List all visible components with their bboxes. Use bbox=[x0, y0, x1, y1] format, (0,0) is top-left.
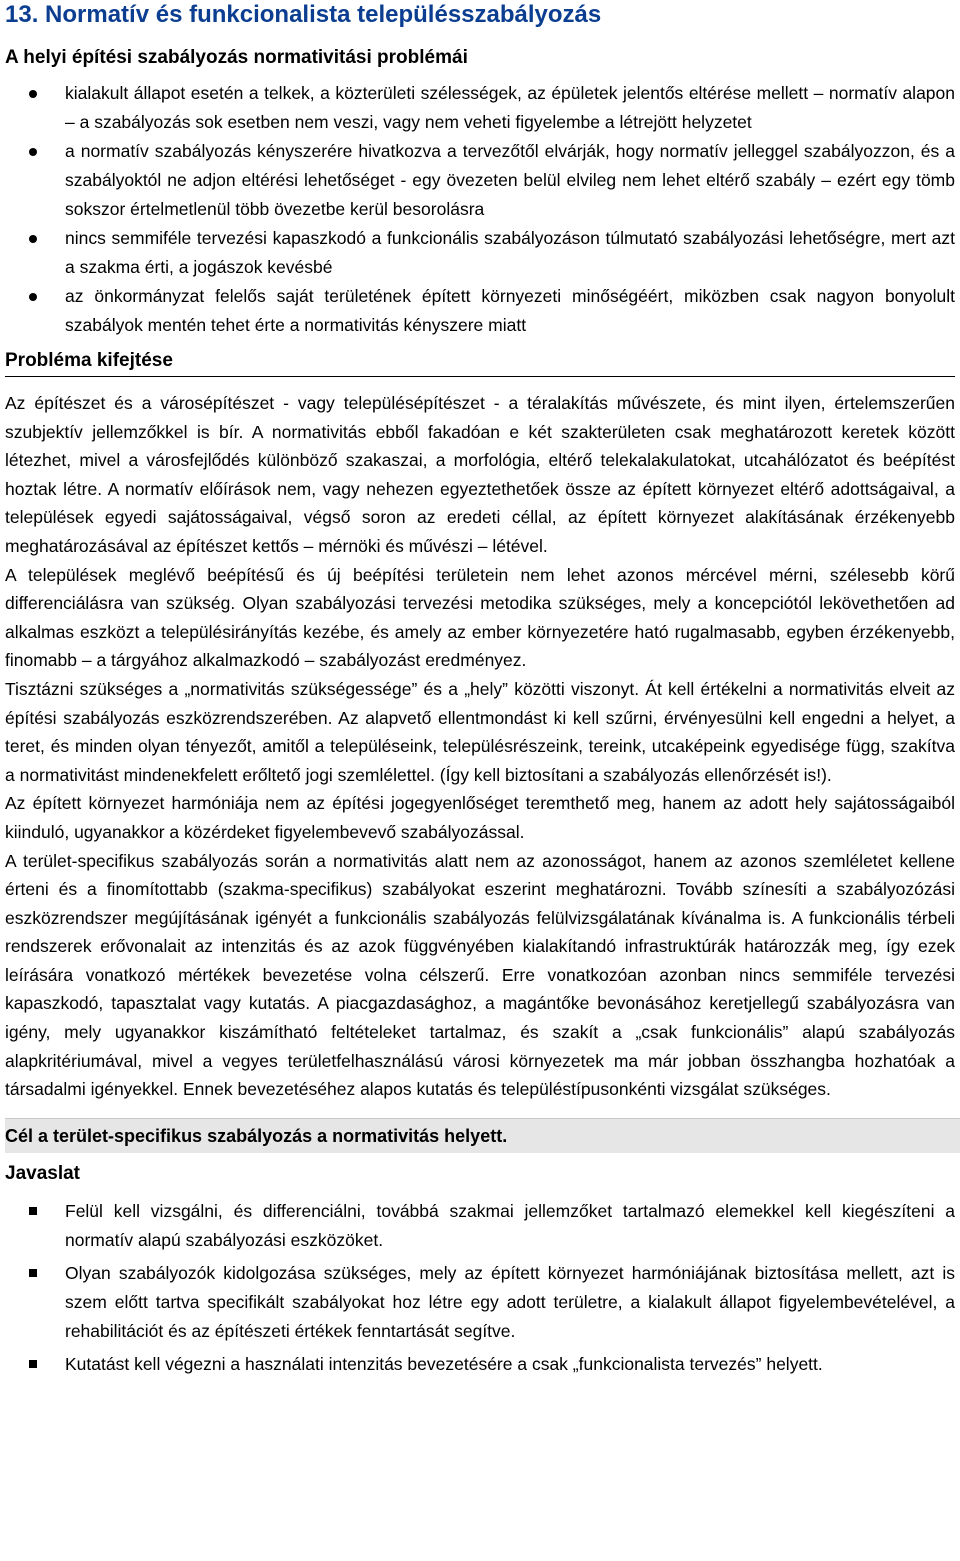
goal-statement: Cél a terület-specifikus szabályozás a normativitás helyett. bbox=[5, 1118, 960, 1153]
bullet-icon bbox=[29, 235, 37, 243]
list-item: Kutatást kell végezni a használati intenzitás bevezetésére a csak „funkcionalista tervezés” helyett. bbox=[5, 1350, 955, 1379]
list-item: az önkormányzat felelős saját területének épített környezeti minőségéért, miközben csak nagyon bonyolult szabályok mentén tehet érte a normativitás kényszere miatt bbox=[5, 282, 955, 340]
list-item: nincs semmiféle tervezési kapaszkodó a funkcionális szabályozáson túlmutató szabályozási lehetőségre, mert azt a szakma érti, a jogászok kevésbé bbox=[5, 224, 955, 282]
paragraph: A települések meglévő beépítésű és új beépítési területein nem lehet azonos mércével mérni, szélesebb körű differenciálásra van szükség. Olyan szabályozási tervezési metodika szükséges, mely a koncepciótól lekövethetően ad alkalmas eszközt a településirányítás kezébe, és amely az ember környezetére ható rugalmasabb, egyben érzékenyebb, finomabb – a tárgyához alkalmazkodó – szabályozást eredményez. bbox=[5, 564, 955, 671]
square-bullet-icon bbox=[29, 1207, 37, 1215]
paragraph: A terület-specifikus szabályozás során a normativitás alatt nem az azonosságot, hanem az azonos szemléletet kellene érteni és a finomítottabb (szakma-specifikus) szabályokat eszerint meghatározni. Tovább színesíti a szabályozózási eszközrendszer megújításának igényét a funkcionális szabályozás felülvizsgálatának kívánalma is. A funkcionális térbeli rendszerek erővonalait az intenzitás és az azok függvényében kialakítandó infrastruktúrák határozzák meg, így ezek leírására vonatkozó mértékek bevezetése volna célszerű. Erre vonatkozóan azonban nincs semmiféle tervezési kapaszkodó, tapasztalat vagy kutatás. A piacgazdasághoz, a magántőke bevonásához keretjellegű szabályozásra van igény, mely ugyanakkor kiszámítható feltételeket tartalmaz, és szakít a „csak funkcionális” alapú szabályozás alapkritériumával, mivel a vegyes területfelhasználású városi környezetek ma már jobban összhangba hozhatóak a társadalmi igényekkel. Ennek bevezetéséhez alapos kutatás és településtípusonkénti vizsgálat szükséges. bbox=[5, 850, 955, 1100]
subtitle: A helyi építési szabályozás normativitási problémái bbox=[5, 47, 468, 68]
bullet-icon bbox=[29, 148, 37, 156]
list-item: a normatív szabályozás kényszerére hivatkozva a tervezőtől elvárják, hogy normatív jelleggel szabályozzon, és a szabályoktól ne adjon eltérési lehetőséget - egy övezeten belül elvileg nem lehet eltérő szabály – ezért egy tömb sokszor értelmetlenül több övezetbe kerül besorolásra bbox=[5, 137, 955, 224]
proposal-heading: Javaslat bbox=[5, 1162, 81, 1184]
page-title: 13. Normatív és funkcionalista településszabályozás bbox=[5, 1, 602, 28]
document-page bbox=[5, 0, 955, 1383]
square-bullet-icon bbox=[29, 1269, 37, 1277]
list-item: kialakult állapot esetén a telkek, a közterületi szélességek, az épületek jelentős eltérése mellett – normatív alapon – a szabályozás sok esetben nem veszi, vagy nem veheti figyelembe a létrejött helyzetet bbox=[5, 79, 955, 137]
bullet-icon bbox=[29, 90, 37, 98]
paragraph: Az építészet és a városépítészet - vagy településépítészet - a téralakítás művészete, és mint ilyen, értelemszerűen szubjektív jellemzőkkel is bír. A normativitás ebből fakadóan e két szakterületen csak meghatározott keretek között létezhet, mivel a városfejlődés különböző szakaszai, a morfológia, eltérő telekalakulatokat, utcahálózatot és beépítést hoztak létre. A normatív előírások nem, vagy nehezen egyeztethetőek össze az épített környezet eltérő adottságaival, a települések egyedi sajátosságaival, végső soron az eredeti céllal, az épített környezet alakításának érzékenyebb meghatározásával az építészet kettős – mérnöki és művészi – létével. bbox=[5, 393, 955, 556]
body-text bbox=[5, 389, 955, 1104]
list-item: Felül kell vizsgálni, és differenciálni, továbbá szakmai jellemzőket tartalmazó elemekkel kell kiegészíteni a normatív alapú szabályozási eszközöket. bbox=[5, 1197, 955, 1255]
list-item: Olyan szabályozók kidolgozása szükséges, mely az épített környezet harmóniájának biztosítása mellett, azt is szem előtt tartva specifikált szabályokat hoz létre egy adott területre, a kialakult állapot figyelembevételével, a rehabilitációt és az építészeti értékek fenntartását segítve. bbox=[5, 1259, 955, 1346]
problem-list bbox=[5, 79, 955, 340]
square-bullet-icon bbox=[29, 1360, 37, 1368]
proposal-list bbox=[5, 1197, 955, 1379]
paragraph: Tisztázni szükséges a „normativitás szükségessége” és a „hely” közötti viszonyt. Át kell értékelni a normativitás elveit az építési szabályozás eszközrendszerében. Az alapvető ellentmondást ki kell szűrni, érvényesülni kell engedni a helyet, a teret, és minden olyan tényezőt, amitől a településeink, településrészeink, tereink, utcaképeink egyedisége függ, szakítva a normativitást mindenekfelett erőltető jogi szemlélettel. (Így kell biztosítani a szabályozás ellenőrzését is!). bbox=[5, 678, 955, 785]
bullet-icon bbox=[29, 293, 37, 301]
paragraph: Az épített környezet harmóniája nem az építési jogegyenlőséget teremthető meg, hanem az adott hely sajátosságaiból kiinduló, ugyanakkor a közérdeket figyelembevevő szabályozással. bbox=[5, 793, 955, 842]
section-heading: Probléma kifejtése bbox=[5, 348, 955, 377]
